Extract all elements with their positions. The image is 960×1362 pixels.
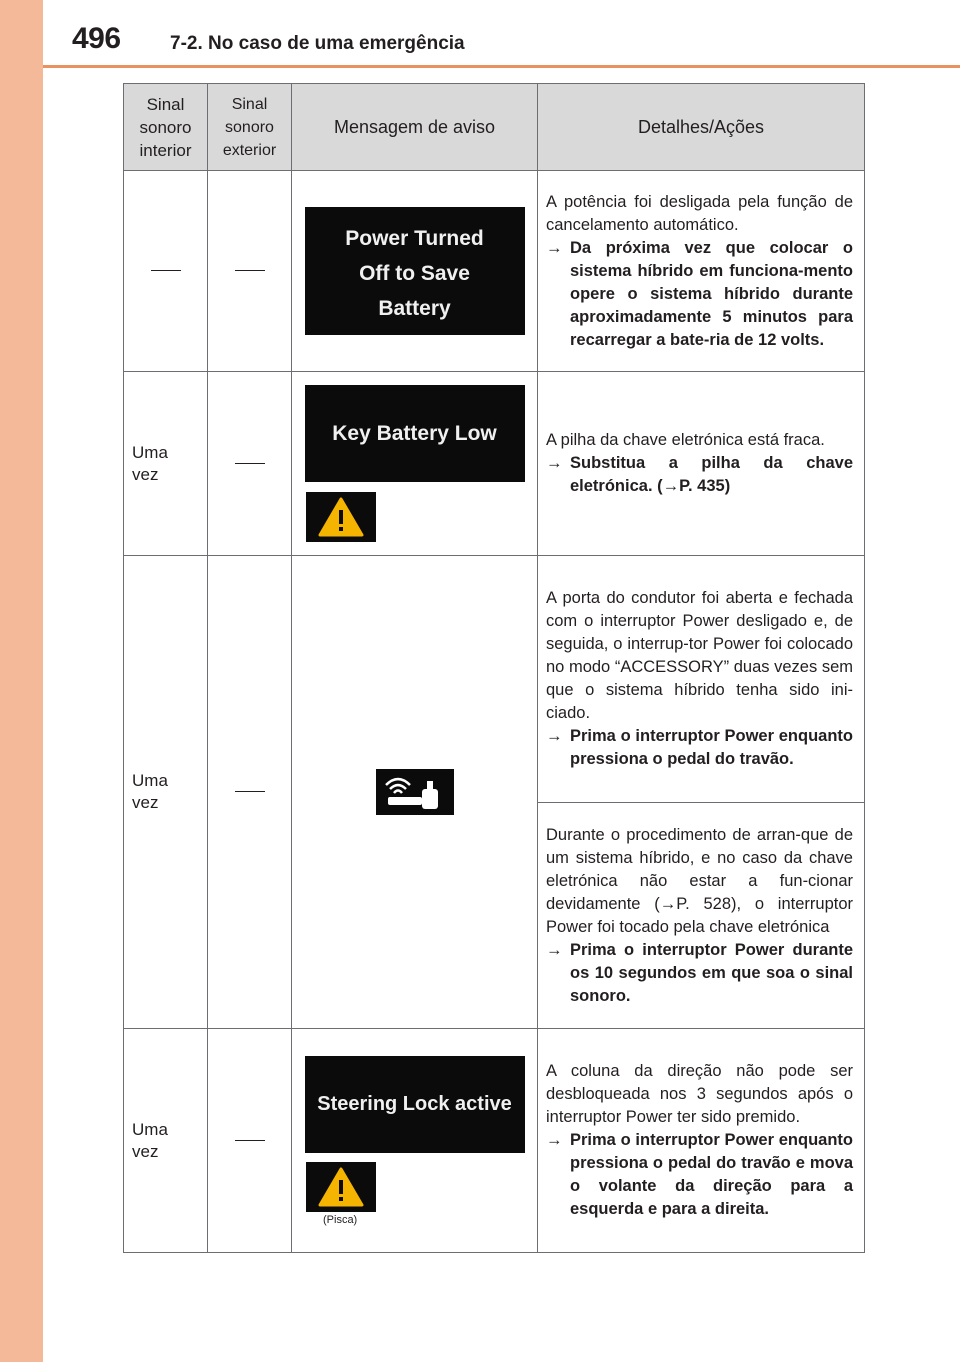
page-number: 496 — [72, 22, 121, 55]
message-cell — [292, 1029, 538, 1253]
dash — [151, 270, 181, 271]
arrow-icon: → — [546, 1131, 563, 1149]
exterior-buzzer-cell — [208, 372, 292, 556]
header-details-actions: Detalhes/Ações — [538, 84, 865, 171]
page-header — [43, 0, 960, 66]
interior-buzzer-cell: Uma vez — [124, 372, 208, 556]
display-key-battery-low — [305, 385, 525, 482]
header-exterior-buzzer — [208, 84, 292, 171]
header-text: sonoro — [139, 117, 192, 137]
table-row — [124, 171, 865, 372]
table-row — [124, 1029, 865, 1253]
action — [546, 939, 853, 1008]
display-line: Steering Lock active — [317, 1092, 512, 1115]
arrow-icon: → — [546, 238, 563, 257]
arrow-icon: → — [546, 940, 563, 959]
description: A porta do condutor foi aberta e fechada com o interruptor Power desligado e, de seguida, o interrup-tor Power foi colocado no modo “ACCESSORY” duas vezes sem que o sistema híbrido tenha sido ini-ciado. — [546, 589, 853, 722]
description: A coluna da direção não pode ser desbloqueada nos 3 segundos após o interruptor Power ter sido premido. — [546, 1062, 853, 1126]
display-line: Battery — [378, 297, 451, 320]
table-row — [124, 372, 865, 556]
header-interior-buzzer — [124, 84, 208, 171]
header-text: sonoro — [225, 118, 274, 136]
details-cell — [538, 1029, 865, 1253]
table-header-row — [124, 84, 865, 171]
exterior-buzzer-cell — [208, 171, 292, 372]
warning-icon-box — [306, 1162, 376, 1212]
warning-icon-box — [306, 492, 376, 542]
action-text: Prima o interruptor Power enquanto pressiona o pedal do travão e mova o volante da direção para a esquerda e para a direita. — [570, 1131, 853, 1218]
smart-key-icon — [384, 775, 446, 809]
header-rule — [43, 65, 960, 68]
description: A potência foi desligada pela função de cancelamento automático. — [546, 192, 853, 234]
action — [546, 452, 853, 498]
dash — [235, 791, 265, 792]
message-cell — [292, 171, 538, 372]
warning-triangle-icon — [318, 497, 364, 537]
warning-table — [123, 83, 865, 1253]
description: Durante o procedimento de arran-que de um sistema híbrido, e no caso da chave eletrónica não estar a fun-cionar devidamente (→P. 528), o interruptor Power foi tocado pela chave eletrónica — [546, 825, 853, 936]
interior-buzzer-cell: Uma vez — [124, 1029, 208, 1253]
action-text: Prima o interruptor Power enquanto pressiona o pedal do travão. — [570, 727, 853, 768]
smart-key-icon-box — [376, 769, 454, 815]
interior-buzzer-cell: Uma vez — [124, 556, 208, 1029]
message-cell — [292, 372, 538, 556]
header-text: exterior — [222, 141, 277, 159]
details-cell — [538, 171, 865, 372]
header-text: Sinal — [231, 95, 268, 113]
arrow-icon: → — [546, 727, 563, 745]
exterior-buzzer-cell — [208, 556, 292, 1029]
action-text: Substitua a pilha da chave eletrónica. (→P. 435) — [570, 454, 853, 495]
action — [546, 725, 853, 771]
display-power-turned-off — [305, 207, 525, 335]
action — [546, 237, 853, 352]
details-cell — [538, 372, 865, 556]
dash — [235, 1140, 265, 1141]
arrow-icon: → — [546, 454, 563, 472]
display-steering-lock-active — [305, 1056, 525, 1153]
action-text: Da próxima vez que colocar o sistema híbrido em funciona-mento opere o sistema híbrido durante aproximadamente 5 minutos para recarregar a bate-ria de 12 volts. — [570, 238, 853, 349]
header-text: Sinal — [146, 94, 185, 114]
description: A pilha da chave eletrónica está fraca. — [546, 431, 825, 449]
action-text: Prima o interruptor Power durante os 10 segundos em que soa o sinal sonoro. — [570, 940, 853, 1005]
interior-buzzer-cell — [124, 171, 208, 372]
action — [546, 1129, 853, 1221]
details-cell — [538, 803, 865, 1029]
side-tab — [0, 0, 43, 1362]
display-line: Power Turned — [345, 227, 484, 250]
details-cell — [538, 556, 865, 803]
exterior-buzzer-cell — [208, 1029, 292, 1253]
dash — [235, 270, 265, 271]
display-line: Key Battery Low — [332, 422, 497, 445]
display-line: Off to Save — [359, 262, 470, 285]
dash — [235, 463, 265, 464]
message-cell — [292, 556, 538, 1029]
header-text: interior — [139, 140, 192, 160]
section-title: 7-2. No caso de uma emergência — [170, 33, 465, 54]
header-warning-message: Mensagem de aviso — [292, 84, 538, 171]
table-row — [124, 556, 865, 803]
blink-caption: (Pisca) — [323, 1213, 358, 1226]
warning-triangle-icon — [318, 1167, 364, 1207]
